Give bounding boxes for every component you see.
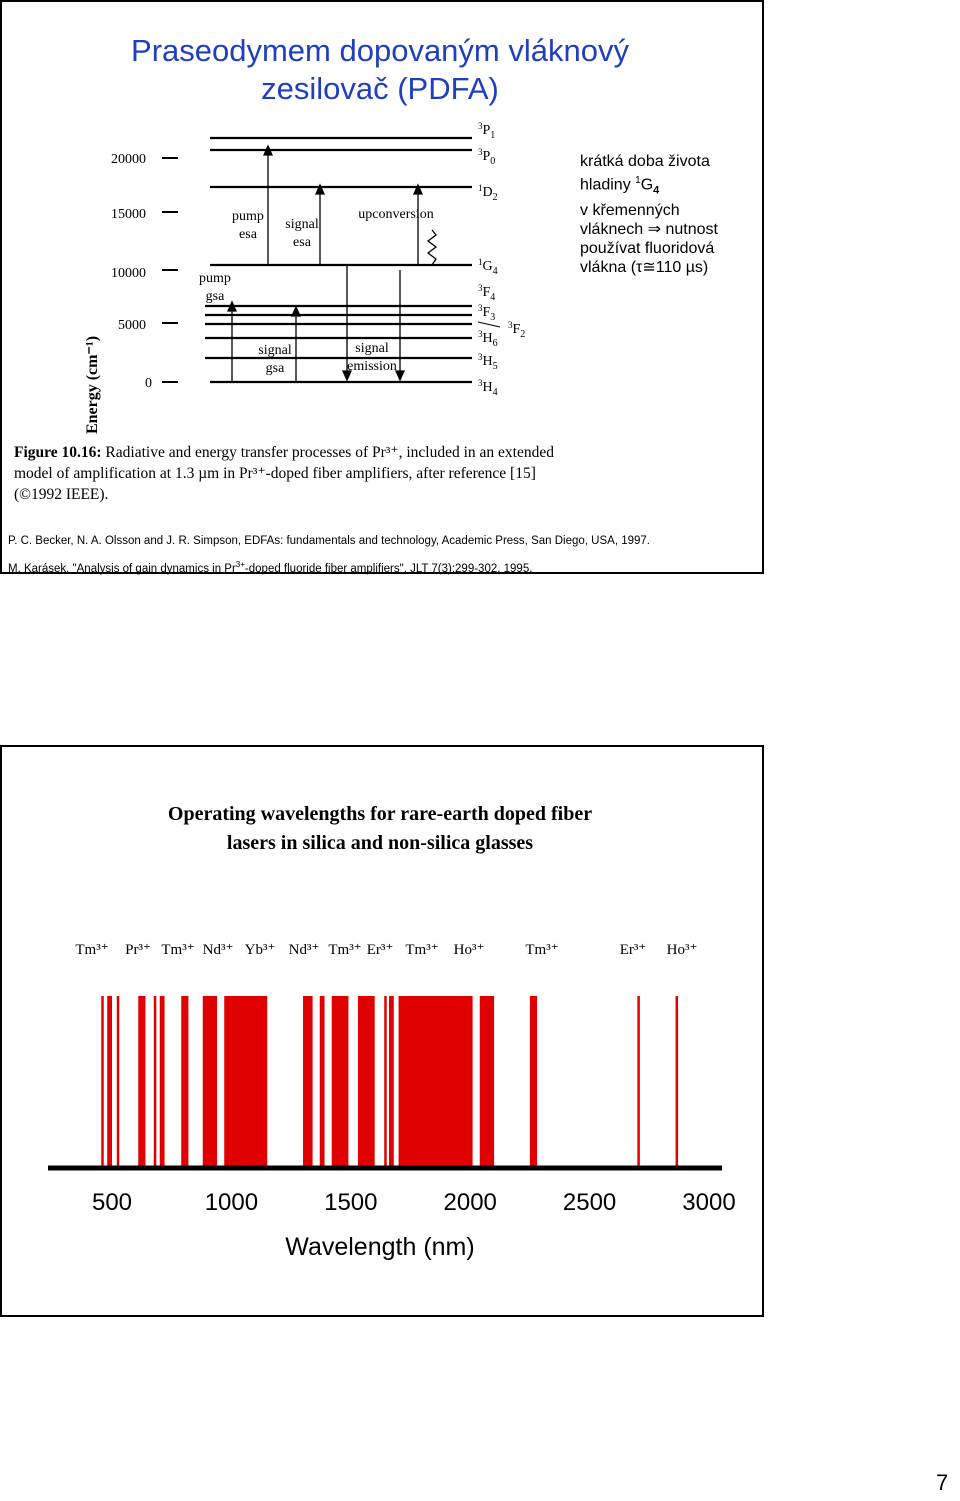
slide1-title-line1: Praseodymem dopovaným vláknový bbox=[131, 33, 629, 68]
x-tick-label: 1000 bbox=[204, 1189, 259, 1216]
note-line4 bbox=[580, 220, 755, 239]
wavelength-band-2 bbox=[117, 996, 120, 1166]
energy-levels bbox=[205, 138, 472, 382]
note-line4-pre: vláknech bbox=[580, 220, 648, 238]
note-line3: v křemenných bbox=[580, 201, 680, 219]
reference-1: P. C. Becker, N. A. Olsson and J. R. Simpson, EDFAs: fundamentals and technology, Academic Press, San Diego, USA, 1997. bbox=[8, 535, 650, 547]
ytick-15000: 15000 bbox=[111, 207, 146, 222]
axis-ticks bbox=[162, 158, 178, 382]
wavelength-band-11 bbox=[332, 996, 349, 1166]
wavelength-band-3 bbox=[138, 996, 145, 1166]
x-axis-label: Wavelength (nm) bbox=[285, 1233, 475, 1260]
label-signal-emission-2: emission bbox=[347, 359, 397, 374]
level-1G4: $^1G_4$ bbox=[478, 257, 498, 277]
label-signal-esa-2: esa bbox=[293, 235, 311, 250]
wavelength-band-16 bbox=[480, 996, 494, 1166]
x-tick-label: 1500 bbox=[324, 1189, 378, 1216]
label-pump-gsa-2: gsa bbox=[205, 289, 225, 304]
ytick-20000: 20000 bbox=[111, 152, 146, 167]
reference-2-pre: M. Karásek, "Analysis of gain dynamics in Pr bbox=[8, 562, 236, 575]
reference-2-post: -doped fluoride fiber amplifiers", JLT 7(3):299-302, 1995. bbox=[244, 562, 533, 575]
note-line2-mid: G bbox=[640, 176, 654, 194]
wavelength-band-13 bbox=[384, 996, 387, 1166]
ion-label: Tm³⁺ bbox=[161, 942, 195, 958]
ion-label: Tm³⁺ bbox=[405, 942, 439, 958]
label-signal-emission-1: signal bbox=[355, 341, 389, 356]
figure-caption bbox=[14, 442, 604, 505]
wavelength-band-1 bbox=[107, 996, 112, 1166]
wavelength-band-12 bbox=[358, 996, 375, 1166]
wavelength-band-14 bbox=[389, 996, 394, 1166]
label-upconversion: upconversion bbox=[358, 207, 434, 222]
slide1-title-line2: zesilovač (PDFA) bbox=[261, 71, 499, 106]
ion-label: Pr³⁺ bbox=[125, 942, 151, 958]
label-pump-gsa-1: pump bbox=[199, 271, 231, 286]
wavelength-band-9 bbox=[303, 996, 313, 1166]
ytick-10000: 10000 bbox=[111, 266, 146, 281]
x-tick-label: 500 bbox=[91, 1189, 133, 1216]
level-3F4: $^3F_4$ bbox=[478, 283, 496, 303]
ion-label: Er³⁺ bbox=[366, 942, 394, 958]
x-tick-label: 2500 bbox=[562, 1189, 617, 1216]
level-3H6: $^3H_6$ bbox=[478, 329, 498, 349]
level-3F2: $^3F_2$ bbox=[508, 320, 526, 340]
level-3F3: $^3F_3$ bbox=[478, 303, 496, 323]
slide2-title-line2: lasers in silica and non-silica glasses bbox=[226, 832, 534, 854]
level-3F2-pointer bbox=[478, 322, 500, 327]
slide1-title bbox=[0, 32, 760, 108]
caption-fig-number: Figure 10.16: bbox=[14, 444, 102, 461]
note-line2 bbox=[580, 171, 755, 201]
note-line5: používat fluoridová bbox=[580, 239, 715, 257]
ion-label: Tm³⁺ bbox=[328, 942, 362, 958]
ion-label: Nd³⁺ bbox=[202, 942, 234, 958]
wavelength-band-10 bbox=[320, 996, 325, 1166]
implies-arrow-icon: ⇒ bbox=[647, 220, 661, 238]
ytick-5000: 5000 bbox=[118, 318, 146, 333]
wavelength-band-7 bbox=[203, 996, 217, 1166]
ion-label: Tm³⁺ bbox=[75, 942, 109, 958]
ion-label: Ho³⁺ bbox=[666, 942, 698, 958]
note-line2-sup: 1 bbox=[635, 175, 641, 186]
label-signal-esa-1: signal bbox=[285, 217, 319, 232]
wavelength-band-4 bbox=[154, 996, 157, 1166]
ion-label: Tm³⁺ bbox=[525, 942, 559, 958]
level-3P1: $^3P_1$ bbox=[478, 121, 496, 141]
caption-line3: (©1992 IEEE). bbox=[14, 486, 109, 503]
note-line4-post: nutnost bbox=[661, 220, 718, 238]
references bbox=[8, 530, 650, 581]
wavelength-band-5 bbox=[160, 996, 165, 1166]
level-1D2: $^1D_2$ bbox=[478, 183, 498, 203]
energy-axis-label: Energy (cm⁻¹) bbox=[84, 335, 101, 435]
page-number: 7 bbox=[936, 1470, 949, 1495]
level-3P0: $^3P_0$ bbox=[478, 147, 496, 167]
ion-label: Yb³⁺ bbox=[244, 942, 276, 958]
x-tick-label: 2000 bbox=[443, 1189, 497, 1216]
x-tick-label: 3000 bbox=[682, 1189, 736, 1216]
wavelength-chart bbox=[2, 930, 762, 1260]
label-pump-esa-2: esa bbox=[239, 227, 257, 242]
label-signal-gsa-2: gsa bbox=[265, 361, 285, 376]
note-line6: vlákna (τ≅110 µs) bbox=[580, 258, 709, 276]
reference-2-sup: 3+ bbox=[235, 560, 245, 569]
wavelength-band-18 bbox=[637, 996, 640, 1166]
wavelength-band-6 bbox=[181, 996, 188, 1166]
ytick-0: 0 bbox=[145, 376, 152, 391]
note-line1: krátká doba života bbox=[580, 153, 710, 170]
wavelength-band-19 bbox=[676, 996, 679, 1166]
wavelength-band-8 bbox=[224, 996, 267, 1166]
slide2-title-line1: Operating wavelengths for rare-earth doped fiber bbox=[167, 803, 593, 825]
note-line2-pre: hladiny bbox=[580, 176, 636, 194]
wavelength-band-15 bbox=[399, 996, 473, 1166]
note-line2-sub: 4 bbox=[653, 184, 660, 197]
ion-label: Er³⁺ bbox=[619, 942, 647, 958]
slide2-title bbox=[0, 800, 760, 858]
caption-line2: model of amplification at 1.3 µm in Pr³⁺-doped fiber amplifiers, after reference [15] bbox=[14, 465, 536, 482]
level-labels bbox=[478, 121, 525, 398]
ion-label: Ho³⁺ bbox=[453, 942, 485, 958]
caption-line1 bbox=[14, 442, 604, 463]
level-3H5: $^3H_5$ bbox=[478, 352, 498, 372]
level-3H4: $^3H_4$ bbox=[478, 378, 498, 398]
ion-label: Nd³⁺ bbox=[288, 942, 320, 958]
lifetime-note bbox=[580, 152, 755, 277]
wavelength-band-0 bbox=[101, 996, 104, 1166]
label-pump-esa-1: pump bbox=[232, 209, 264, 224]
label-signal-gsa-1: signal bbox=[258, 343, 292, 358]
caption-line1-text: Radiative and energy transfer processes of Pr³⁺, included in an extended bbox=[101, 444, 554, 461]
reference-2 bbox=[8, 553, 650, 581]
wavelength-band-17 bbox=[530, 996, 537, 1166]
